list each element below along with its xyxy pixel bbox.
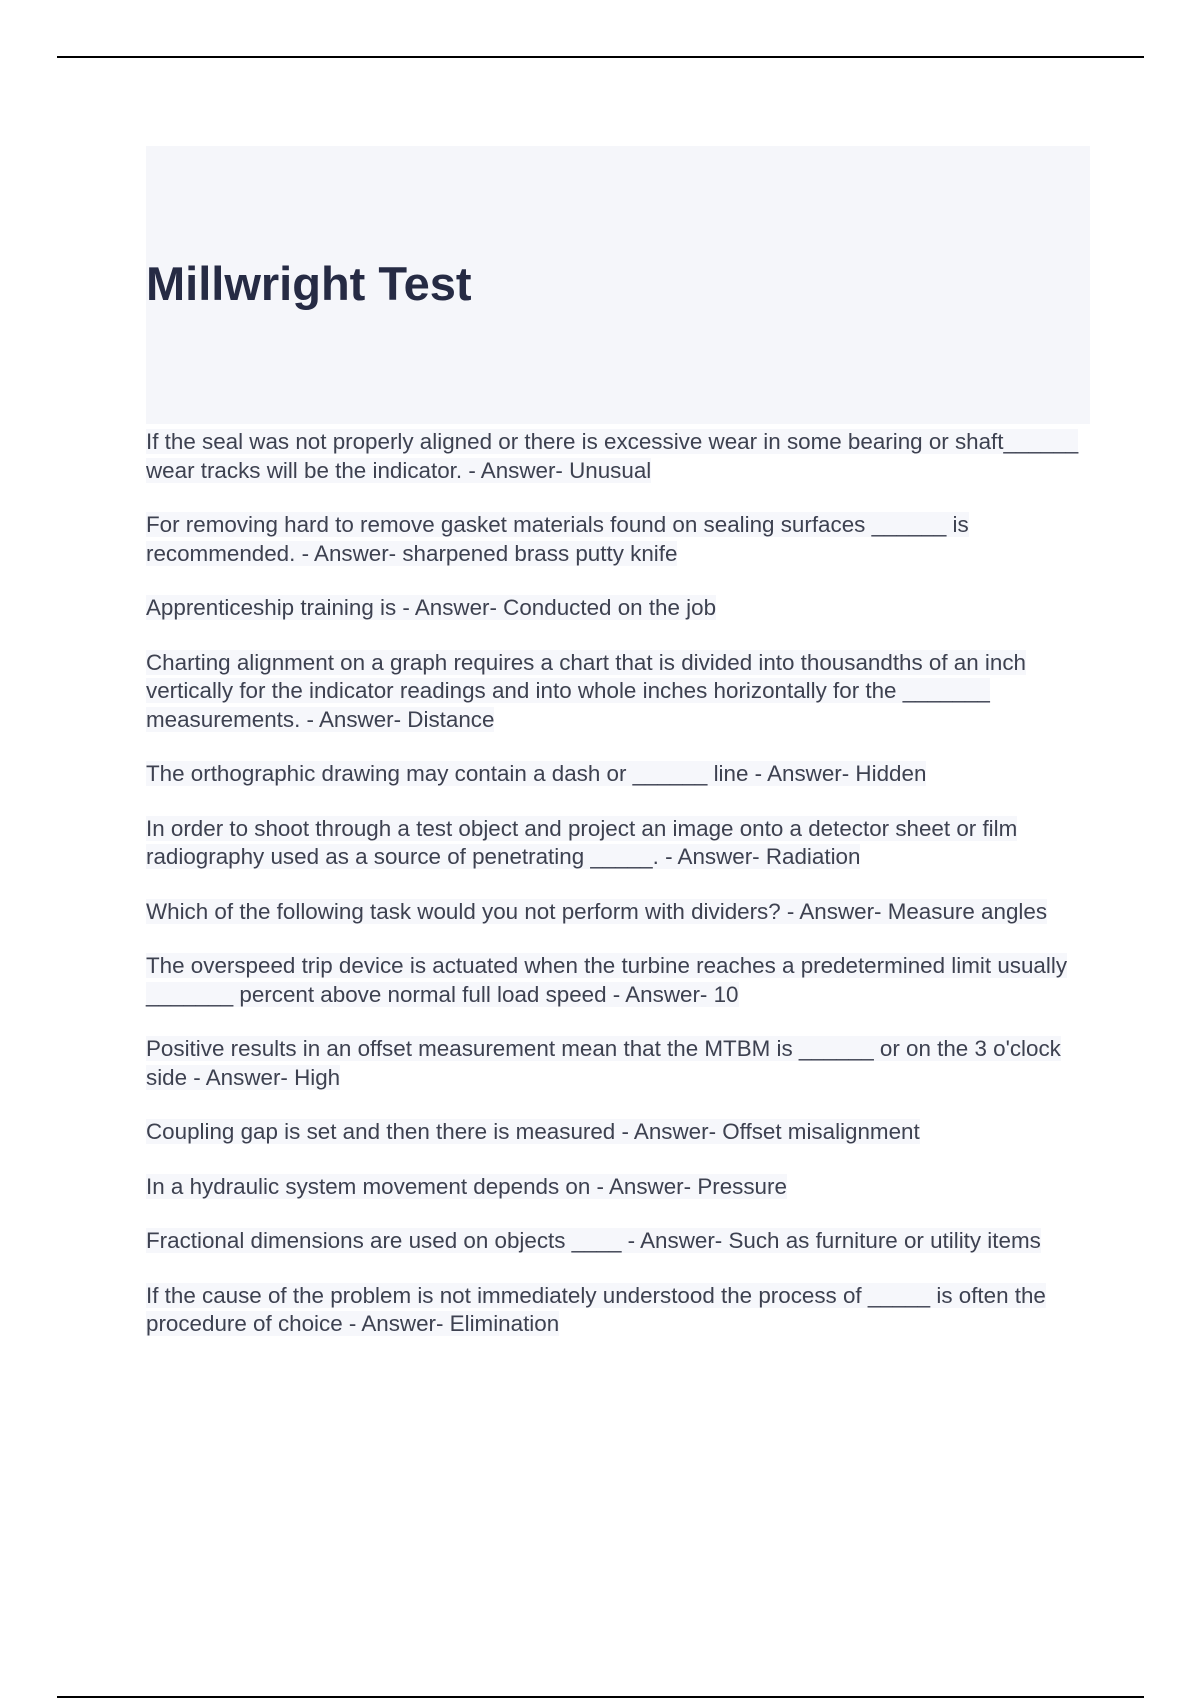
question-text: If the cause of the problem is not immediately understood the process of _____ is often the procedure of choice - Answer- Elimination: [146, 1282, 1046, 1336]
question-item: [146, 1118, 1090, 1147]
question-item: [146, 511, 1090, 568]
question-text: If the seal was not properly aligned or there is excessive wear in some bearing or shaft______ wear tracks will be the indicator. - Answer- Unusual: [146, 429, 1079, 483]
question-item: [146, 649, 1090, 735]
question-list: [146, 428, 1090, 1339]
question-item: [146, 1035, 1090, 1092]
question-item: [146, 760, 1090, 789]
question-text: Apprenticeship training is - Answer- Conducted on the job: [146, 595, 717, 620]
question-text: In order to shoot through a test object and project an image onto a detector sheet or film radiography used as a source of penetrating _____. - Answer- Radiation: [146, 815, 1018, 869]
question-text: Charting alignment on a graph requires a chart that is divided into thousandths of an inch vertically for the indicator readings and into whole inches horizontally for the _______ measurements. - Answer- Distance: [146, 649, 1027, 732]
question-text: For removing hard to remove gasket materials found on sealing surfaces ______ is recommended. - Answer- sharpened brass putty knife: [146, 512, 969, 566]
question-text: The orthographic drawing may contain a dash or ______ line - Answer- Hidden: [146, 761, 927, 786]
question-text: Positive results in an offset measurement mean that the MTBM is ______ or on the 3 o'clock side - Answer- High: [146, 1036, 1061, 1090]
question-item: [146, 952, 1090, 1009]
question-text: Coupling gap is set and then there is measured - Answer- Offset misalignment: [146, 1119, 920, 1144]
question-text: Which of the following task would you not perform with dividers? - Answer- Measure angles: [146, 898, 1048, 924]
title-block: [146, 146, 1090, 424]
top-rule: [57, 56, 1144, 58]
question-item: [146, 898, 1090, 927]
question-item: [146, 1173, 1090, 1202]
question-item: [146, 1282, 1090, 1339]
question-item: [146, 428, 1090, 485]
document-page: [146, 146, 1090, 1365]
question-item: [146, 1227, 1090, 1256]
question-item: [146, 815, 1090, 872]
question-item: [146, 594, 1090, 623]
question-text: In a hydraulic system movement depends on - Answer- Pressure: [146, 1173, 787, 1199]
question-text: Fractional dimensions are used on objects ____ - Answer- Such as furniture or utility items: [146, 1228, 1041, 1253]
question-text: The overspeed trip device is actuated when the turbine reaches a predetermined limit usually _______ percent above normal full load speed - Answer- 10: [146, 953, 1068, 1007]
bottom-rule: [57, 1696, 1144, 1698]
document-title: Millwright Test: [146, 257, 472, 310]
